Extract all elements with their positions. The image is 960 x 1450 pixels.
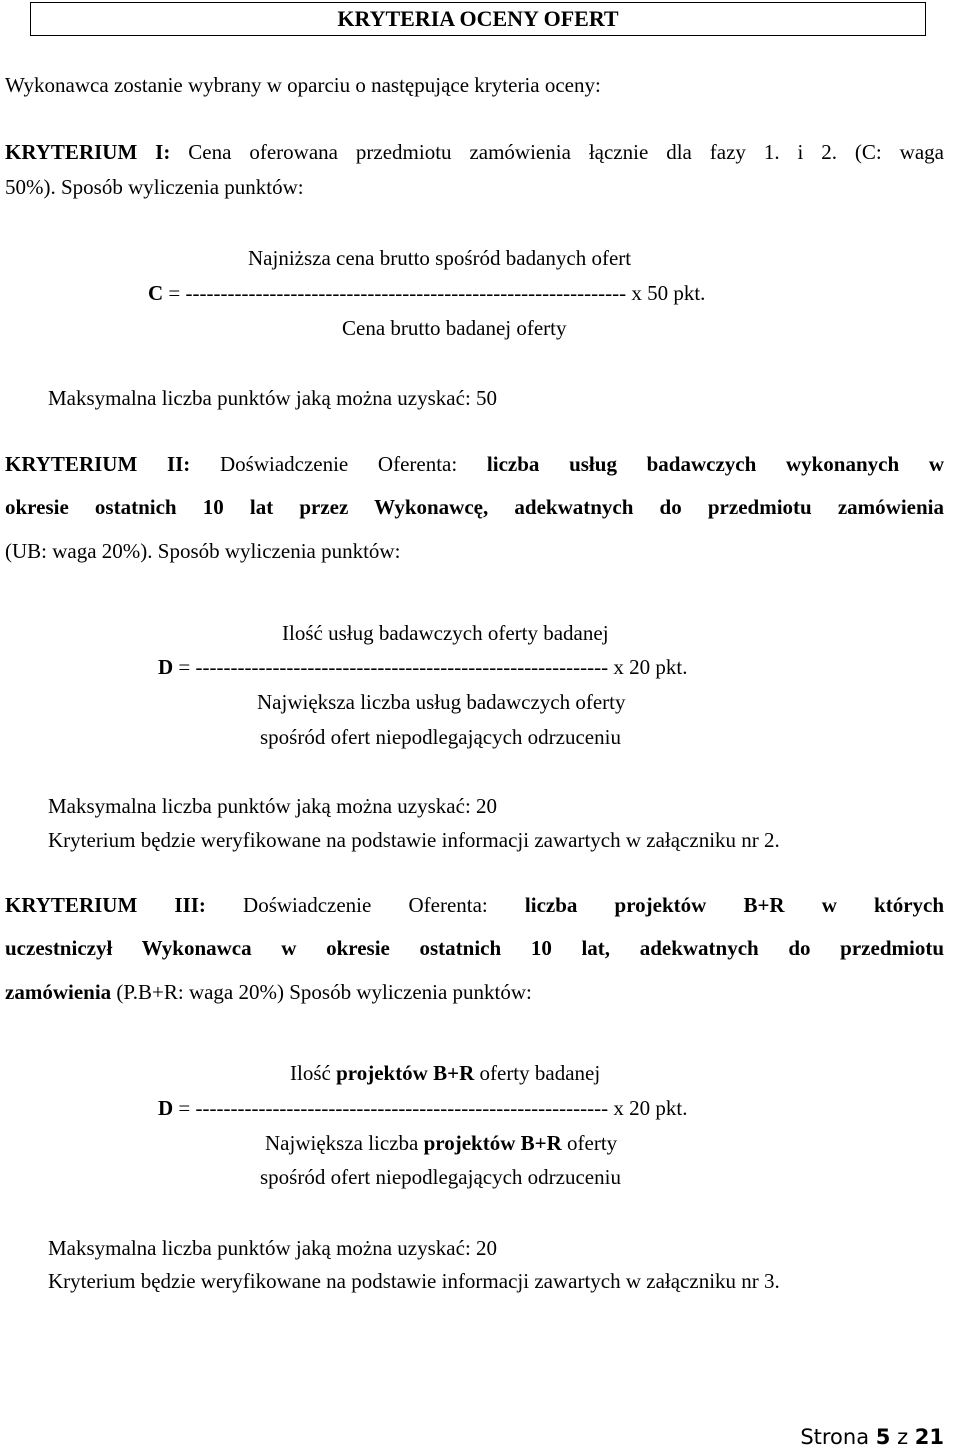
criterion-1-max-points: Maksymalna liczba punktów jaką można uzyskać: 50: [48, 386, 498, 410]
criterion-1-label: KRYTERIUM I:: [5, 140, 171, 164]
criterion-2-verification: Kryterium będzie weryfikowane na podstawie informacji zawartych w załączniku nr 2.: [48, 828, 780, 852]
page-current: 5: [875, 1425, 891, 1449]
formula-variable-d: D: [158, 1096, 174, 1120]
page-prefix: Strona: [800, 1425, 876, 1449]
criterion-2-line-2: okresie ostatnich 10 lat przez Wykonawcę, adekwatnych do przedmiotu zamówienia: [5, 495, 944, 519]
intro-text: Wykonawca zostanie wybrany w oparciu o następujące kryteria oceny:: [5, 73, 601, 97]
criterion-3-normal: Doświadczenie Oferenta:: [205, 893, 525, 917]
criterion-2-line-3: (UB: waga 20%). Sposób wyliczenia punktów:: [5, 539, 401, 563]
criterion-2-line-1: [5, 451, 944, 477]
num-part-b: projektów B+R: [336, 1061, 475, 1085]
criterion-3-numerator: [290, 1060, 600, 1086]
criterion-3-bold-3: zamówienia: [5, 980, 112, 1004]
criterion-2-denominator-2: spośród ofert niepodlegających odrzuceniu: [260, 725, 621, 749]
page-number: [800, 1425, 944, 1449]
criterion-3-line-2: uczestniczył Wykonawca w okresie ostatnich 10 lat, adekwatnych do przedmiotu: [5, 936, 944, 960]
criterion-1-text: Cena oferowana przedmiotu zamówienia łącznie dla fazy 1. i 2. (C: waga: [170, 140, 944, 164]
den-part-b: projektów B+R: [423, 1131, 562, 1155]
criterion-3-line-1: [5, 892, 944, 918]
page-separator: z: [890, 1425, 915, 1449]
criterion-1-numerator: Najniższa cena brutto spośród badanych ofert: [248, 246, 632, 270]
formula-fraction-line: = ----------------------------------------------------------- x 20 pkt.: [173, 655, 688, 679]
den-part-a: Największa liczba: [265, 1131, 424, 1155]
den-part-c: oferty: [561, 1131, 618, 1155]
formula-fraction-line: = --------------------------------------------------------------- x 50 pkt.: [163, 281, 706, 305]
criterion-2-bold-1: liczba usług badawczych wykonanych w: [486, 452, 945, 476]
criterion-2-normal: Doświadczenie Oferenta:: [190, 452, 487, 476]
criterion-3-max-points: Maksymalna liczba punktów jaką można uzyskać: 20: [48, 1236, 498, 1260]
criterion-1-denominator: Cena brutto badanej oferty: [342, 316, 567, 340]
criterion-2-numerator: Ilość usług badawczych oferty badanej: [282, 621, 609, 645]
criterion-3-denominator-1: [265, 1130, 617, 1156]
page-total: 21: [914, 1425, 944, 1449]
formula-variable-c: C: [148, 281, 164, 305]
formula-fraction-line: = ----------------------------------------------------------- x 20 pkt.: [173, 1096, 688, 1120]
criterion-3-denominator-2: spośród ofert niepodlegających odrzuceniu: [260, 1165, 621, 1189]
criterion-1-line-1: [5, 139, 944, 165]
criterion-3-line-3: [5, 979, 532, 1005]
page-title: KRYTERIA OCENY OFERT: [30, 2, 926, 36]
criterion-2-denominator-1: Największa liczba usług badawczych oferty: [257, 690, 626, 714]
criterion-2-max-points: Maksymalna liczba punktów jaką można uzyskać: 20: [48, 794, 498, 818]
criterion-1-formula: [148, 280, 705, 306]
criterion-3-formula: [158, 1095, 687, 1121]
num-part-a: Ilość: [290, 1061, 337, 1085]
criterion-3-label: KRYTERIUM III:: [5, 893, 206, 917]
criterion-1-line-2: 50%). Sposób wyliczenia punktów:: [5, 175, 304, 199]
criterion-3-verification: Kryterium będzie weryfikowane na podstawie informacji zawartych w załączniku nr 3.: [48, 1269, 780, 1293]
num-part-c: oferty badanej: [474, 1061, 601, 1085]
criterion-2-formula: [158, 654, 687, 680]
criterion-3-normal-3: (P.B+R: waga 20%) Sposób wyliczenia punktów:: [111, 980, 532, 1004]
formula-variable-d: D: [158, 655, 174, 679]
criterion-3-bold-1: liczba projektów B+R w których: [524, 893, 945, 917]
criterion-2-label: KRYTERIUM II:: [5, 452, 191, 476]
